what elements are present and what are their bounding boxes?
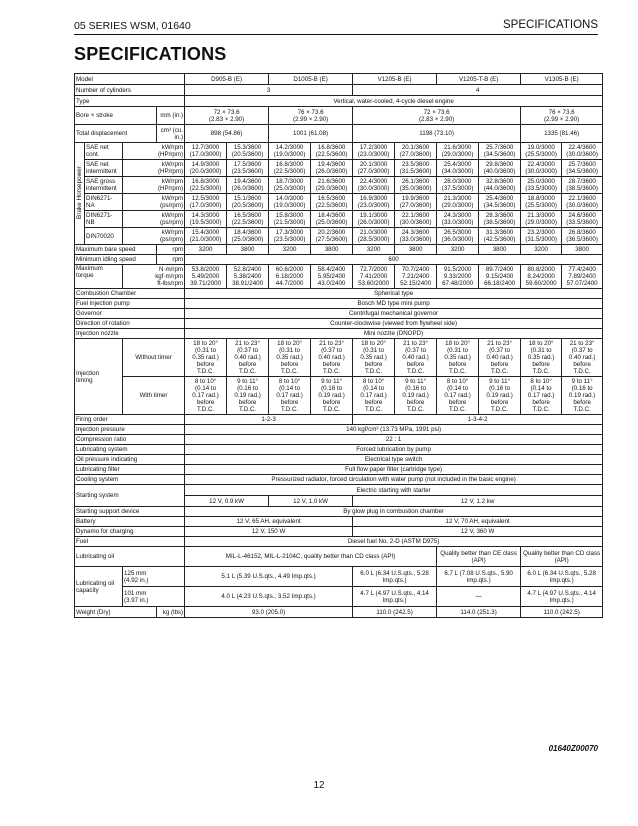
max-speed-value: 3800 <box>479 245 521 255</box>
lube-oil-label: Lubricating oil <box>75 547 185 567</box>
bhp-value: 24.6/3600 (33.5/3600) <box>562 211 603 228</box>
page-header <box>74 20 598 35</box>
bhp-value: 17.5/3600 (23.5/3600) <box>227 160 269 177</box>
dynamo-label: Dynamo for charging <box>75 527 185 537</box>
model-d1005: D1005-B (E) <box>269 74 353 85</box>
bore-d905: 72 × 73.6 (2.83 × 2.90) <box>185 107 269 125</box>
fuel-value: Diesel fuel No. 2-D (ASTM D975) <box>185 537 603 547</box>
bhp-value: 14.0/3000 (19.0/3000) <box>269 194 311 211</box>
capacity-row-1 <box>75 567 603 587</box>
bhp-value: 20.2/3600 (27.5/3600) <box>311 228 353 245</box>
torque-value: 91.5/2000 9.33/2000 67.48/2000 <box>437 265 479 289</box>
max-speed-value: 3200 <box>185 245 227 255</box>
max-speed-value: 3800 <box>311 245 353 255</box>
injection-timing-group <box>75 339 603 415</box>
timing-with-timer-row <box>75 377 603 415</box>
bhp-value: 14.3/3000 (19.5/3000) <box>185 211 227 228</box>
timing-value: 18 to 20° (0.31 to 0.35 rad.) before T.D.C. <box>269 339 311 377</box>
timing-value: 21 to 23° (0.37 to 0.40 rad.) before T.D.C. <box>311 339 353 377</box>
cooling-row <box>75 475 603 485</box>
lub-filter-value: Full flow paper filter (cartridge type) <box>185 465 603 475</box>
governor-row <box>75 309 603 319</box>
timing-value: 8 to 10° (0.14 to 0.17 rad.) before T.D.C. <box>353 377 395 415</box>
bhp-value: 22.4/3000 (30.0/3000) <box>521 160 562 177</box>
max-speed-value: 3800 <box>395 245 437 255</box>
bhp-unit: kW/rpm (HP/rpm) <box>123 177 185 194</box>
starting-row <box>75 485 603 496</box>
rotation-row <box>75 319 603 329</box>
bhp-value: 18.4/3600 (25.0/3600) <box>227 228 269 245</box>
cylinders-3: 3 <box>185 85 353 96</box>
torque-value: 89.7/2400 9.15/2400 66.18/2400 <box>479 265 521 289</box>
lube-oil-row <box>75 547 603 567</box>
displacement-d1005: 1001 (61.08) <box>269 125 353 143</box>
start-aid-value: By glow plug in combustion chamber <box>185 507 603 517</box>
bore-v1305: 76 × 73.6 (2.99 × 2.90) <box>521 107 603 125</box>
fuel-label: Fuel <box>75 537 185 547</box>
weight-unit: kg (lbs) <box>157 607 185 618</box>
timing-value: 9 to 11° (0.16 to 0.19 rad.) before T.D.C. <box>395 377 437 415</box>
bhp-value: 12.7/3000 (17.0/3000) <box>185 143 227 160</box>
capacity-row-2 <box>75 587 603 607</box>
type-row <box>75 96 603 107</box>
lub-filter-row <box>75 465 603 475</box>
figure-code: 01640Z00070 <box>548 744 598 753</box>
bhp-row <box>75 194 603 211</box>
weight-row <box>75 607 603 618</box>
displacement-v1305: 1335 (81.46) <box>521 125 603 143</box>
timing-value: 8 to 10° (0.14 to 0.17 rad.) before T.D.C. <box>269 377 311 415</box>
bhp-value: 21.6/3600 (29.0/3600) <box>311 177 353 194</box>
bhp-value: 17.2/3000 (23.0/3000) <box>353 143 395 160</box>
model-v1205: V1205-B (E) <box>353 74 437 85</box>
lub-system-row <box>75 445 603 455</box>
cylinders-label: Number of cylinders <box>75 85 185 96</box>
cylinders-4: 4 <box>353 85 603 96</box>
bhp-standard: DIN70020 <box>85 228 123 245</box>
bhp-row <box>75 160 603 177</box>
capacity-pan-101: 101 mm (3.97 in.) <box>123 587 185 607</box>
capacity-value: — <box>437 587 521 607</box>
timing-value: 9 to 11° (0.16 to 0.19 rad.) before T.D.C. <box>562 377 603 415</box>
torque-units: N·m/rpm kgf·m/rpm ft-lbs/rpm <box>123 265 185 289</box>
firing-row <box>75 415 603 425</box>
brake-horsepower-group <box>75 143 603 245</box>
timing-value: 21 to 23° (0.37 to 0.40 rad.) before T.D.C. <box>395 339 437 377</box>
max-speed-value: 3200 <box>353 245 395 255</box>
bhp-unit: kW/rpm (HP/rpm) <box>123 160 185 177</box>
bhp-value: 19.0/3000 (25.5/3000) <box>521 143 562 160</box>
displacement-row <box>75 125 603 143</box>
timing-value: 21 to 23° (0.37 to 0.40 rad.) before T.D.C. <box>562 339 603 377</box>
bhp-value: 24.3/3600 (33.0/3600) <box>395 228 437 245</box>
series-label: 05 SERIES WSM, 01640 <box>74 20 191 32</box>
timing-value: 18 to 20° (0.31 to 0.35 rad.) before T.D.C. <box>437 339 479 377</box>
weight-3cyl: 93.0 (205.0) <box>185 607 353 618</box>
timer-condition: With timer <box>123 377 185 415</box>
page-title: SPECIFICATIONS <box>74 44 227 64</box>
torque-label: Maximum torque <box>75 265 123 289</box>
torque-value: 72.7/2000 7.41/2000 53.60/2000 <box>353 265 395 289</box>
lube-oil-cd: Quality better than CD class (API) <box>521 547 603 567</box>
bhp-row <box>75 177 603 194</box>
battery-row <box>75 517 603 527</box>
bhp-value: 19.1/3000 (26.0/3000) <box>353 211 395 228</box>
bhp-value: 26.5/3000 (36.0/3000) <box>437 228 479 245</box>
lub-filter-label: Lubricating filter <box>75 465 185 475</box>
timing-value: 8 to 10° (0.14 to 0.17 rad.) before T.D.C. <box>521 377 562 415</box>
bhp-value: 26.8/3600 (36.5/3600) <box>562 228 603 245</box>
bore-v1205: 72 × 73.6 (2.83 × 2.90) <box>353 107 521 125</box>
torque-value: 80.8/2000 8.24/2000 59.60/2000 <box>521 265 562 289</box>
starting-label: Starting system <box>75 485 185 507</box>
compression-row <box>75 435 603 445</box>
timing-label: Injection timing <box>75 339 123 415</box>
bhp-value: 20.1/3000 (27.0/3000) <box>353 160 395 177</box>
bhp-value: 29.8/3600 (40.0/3600) <box>479 160 521 177</box>
oil-pressure-label: Oil pressure indicating <box>75 455 185 465</box>
fuel-pump-row <box>75 299 603 309</box>
bhp-value: 22.4/3000 (30.0/3000) <box>353 177 395 194</box>
cooling-label: Cooling system <box>75 475 185 485</box>
model-v1305: V1305-B (E) <box>521 74 603 85</box>
timing-without-timer-row <box>75 339 603 377</box>
capacity-pan-125: 125 mm (4.92 in.) <box>123 567 185 587</box>
start-aid-row <box>75 507 603 517</box>
max-speed-value: 3800 <box>562 245 603 255</box>
bhp-value: 28.7/3600 (38.5/3600) <box>562 177 603 194</box>
lube-oil-spec: MIL-L-46152, MIL-L-2104C, quality better than CD class (API) <box>185 547 437 567</box>
bhp-value: 16.9/3000 (23.0/3000) <box>353 194 395 211</box>
bhp-value: 26.1/3600 (35.0/3600) <box>395 177 437 194</box>
timer-condition: Without timer <box>123 339 185 377</box>
bore-row <box>75 107 603 125</box>
displacement-label: Total displacement <box>75 125 157 143</box>
bhp-value: 15.1/3600 (20.5/3600) <box>227 194 269 211</box>
specifications-table <box>74 73 603 618</box>
dynamo-4cyl: 12 V, 360 W <box>353 527 603 537</box>
bore-unit: mm (in.) <box>157 107 185 125</box>
capacity-value: 6.7 L (7.08 U.S.qts., 5.90 Imp.qts.) <box>437 567 521 587</box>
starting-value: Electric starting with starter <box>185 485 603 496</box>
bhp-unit: kW/rpm (ps/rpm) <box>123 228 185 245</box>
bhp-row <box>75 228 603 245</box>
timing-value: 9 to 11° (0.16 to 0.19 rad.) before T.D.C. <box>227 377 269 415</box>
governor-label: Governor <box>75 309 185 319</box>
nozzle-row <box>75 329 603 339</box>
displacement-v1205: 1198 (73.10) <box>353 125 521 143</box>
weight-v1205: 110.0 (242.5) <box>353 607 437 618</box>
fuel-row <box>75 537 603 547</box>
weight-label: Weight (Dry) <box>75 607 157 618</box>
bhp-value: 24.3/3000 (33.0/3000) <box>437 211 479 228</box>
firing-4cyl: 1-3-4-2 <box>353 415 603 425</box>
bhp-value: 25.0/3000 (33.5/3000) <box>521 177 562 194</box>
bhp-value: 15.3/3600 (20.5/3600) <box>227 143 269 160</box>
bhp-value: 23.5/3600 (31.5/3600) <box>395 160 437 177</box>
torque-value: 58.4/2400 5.95/2400 43.0/2400 <box>311 265 353 289</box>
bhp-value: 14.2/3000 (19.0/3000) <box>269 143 311 160</box>
starter-d1005: 12 V, 1.0 kW <box>269 496 353 507</box>
torque-value: 77.4/2400 7.89/2400 57.07/2400 <box>562 265 603 289</box>
model-label: Model <box>75 74 185 85</box>
bhp-value: 17.3/3000 (23.5/3000) <box>269 228 311 245</box>
timing-value: 8 to 10° (0.14 to 0.17 rad.) before T.D.C. <box>185 377 227 415</box>
idle-speed-label: Minimum idling speed <box>75 255 157 265</box>
timing-value: 21 to 23° (0.37 to 0.40 rad.) before T.D.C. <box>227 339 269 377</box>
bhp-value: 25.4/3600 (34.5/3600) <box>479 194 521 211</box>
bhp-value: 28.3/3600 (38.5/3600) <box>479 211 521 228</box>
torque-value: 70.7/2400 7.21/2400 52.15/2400 <box>395 265 437 289</box>
bhp-value: 16.5/3600 (22.5/3600) <box>227 211 269 228</box>
timing-value: 9 to 11° (0.16 to 0.19 rad.) before T.D.C. <box>311 377 353 415</box>
battery-3cyl: 12 V, 65 AH, equivalent <box>185 517 353 527</box>
injection-pressure-value: 140 kgf/cm² (13.73 MPa, 1991 psi) <box>185 425 603 435</box>
timing-value: 18 to 20° (0.31 to 0.35 rad.) before T.D.C. <box>185 339 227 377</box>
bhp-value: 14.9/3000 (20.0/3000) <box>185 160 227 177</box>
bore-label: Bore × stroke <box>75 107 157 125</box>
lub-system-value: Forced lubrication by pump <box>185 445 603 455</box>
bhp-unit: kW/rpm (HP/rpm) <box>123 143 185 160</box>
lub-system-label: Lubricating system <box>75 445 185 455</box>
bhp-value: 22.4/3600 (30.0/3600) <box>562 143 603 160</box>
firing-3cyl: 1-2-3 <box>185 415 353 425</box>
idle-speed-value: 600 <box>185 255 603 265</box>
bhp-value: 20.1/3600 (27.0/3600) <box>395 143 437 160</box>
battery-label: Battery <box>75 517 185 527</box>
dynamo-row <box>75 527 603 537</box>
max-speed-unit: rpm <box>157 245 185 255</box>
bhp-value: 19.4/3600 (26.0/3600) <box>311 160 353 177</box>
combustion-row <box>75 289 603 299</box>
timing-value: 18 to 20° (0.31 to 0.35 rad.) before T.D.C. <box>521 339 562 377</box>
page-number: 12 <box>313 780 325 791</box>
max-speed-value: 3200 <box>269 245 311 255</box>
injection-pressure-label: Injection pressure <box>75 425 185 435</box>
oil-pressure-row <box>75 455 603 465</box>
oil-pressure-value: Electrical type switch <box>185 455 603 465</box>
bhp-unit: kW/rpm (ps/rpm) <box>123 211 185 228</box>
governor-value: Centrifugal mechanical governor <box>185 309 603 319</box>
cylinders-row <box>75 85 603 96</box>
idle-speed-row <box>75 255 603 265</box>
timing-value: 8 to 10° (0.14 to 0.17 rad.) before T.D.C. <box>437 377 479 415</box>
lube-oil-ce: Quality better than CE class (API) <box>437 547 521 567</box>
bhp-value: 32.8/3600 (44.0/3600) <box>479 177 521 194</box>
bhp-value: 21.3/3000 (29.0/3000) <box>437 194 479 211</box>
displacement-unit: cm³ (cu. in.) <box>157 125 185 143</box>
max-speed-row <box>75 245 603 255</box>
compression-label: Compression ratio <box>75 435 185 445</box>
bhp-value: 21.0/3000 (28.5/3000) <box>353 228 395 245</box>
firing-label: Firing order <box>75 415 185 425</box>
capacity-value: 5.1 L (5.39 U.S.qts., 4.49 Imp.qts.) <box>185 567 353 587</box>
idle-speed-unit: rpm <box>157 255 185 265</box>
bore-d1005: 76 × 73.6 (2.99 × 2.90) <box>269 107 353 125</box>
bhp-standard: SAE net intermittent <box>85 160 123 177</box>
weight-v1305: 110.0 (242.5) <box>521 607 603 618</box>
bhp-value: 18.4/3600 (25.0/3600) <box>311 211 353 228</box>
bhp-value: 15.4/3000 (21.0/3000) <box>185 228 227 245</box>
section-label: SPECIFICATIONS <box>503 19 598 31</box>
compression-value: 22 : 1 <box>185 435 603 445</box>
bhp-standard: DIN6271-NB <box>85 211 123 228</box>
bhp-value: 19.9/3600 (27.0/3600) <box>395 194 437 211</box>
bhp-value: 22.1/3600 (30.0/3600) <box>395 211 437 228</box>
weight-v1205t: 114.0 (251.3) <box>437 607 521 618</box>
bhp-value: 22.1/3600 (30.0/3600) <box>562 194 603 211</box>
bhp-value: 18.8/3000 (25.5/3000) <box>521 194 562 211</box>
bhp-value: 25.4/3000 (34.0/3000) <box>437 160 479 177</box>
nozzle-value: Mini nozzle (DNOPD) <box>185 329 603 339</box>
bhp-value: 16.8/3000 (22.5/3000) <box>185 177 227 194</box>
nozzle-label: Injection nozzle <box>75 329 185 339</box>
bhp-value: 23.2/3000 (31.5/3000) <box>521 228 562 245</box>
cooling-value: Pressurized radiator, forced circulation with water pump (not included in the basic engine) <box>185 475 603 485</box>
fuel-pump-value: Bosch MD type mini pump <box>185 299 603 309</box>
rotation-value: Counter-clockwise (viewed from flywheel side) <box>185 319 603 329</box>
timing-value: 21 to 23° (0.37 to 0.40 rad.) before T.D.C. <box>479 339 521 377</box>
bhp-value: 25.7/3600 (34.5/3600) <box>562 160 603 177</box>
type-label: Type <box>75 96 185 107</box>
bhp-standard: SAE gross intermittent <box>85 177 123 194</box>
dynamo-3cyl: 12 V, 150 W <box>185 527 353 537</box>
timing-value: 18 to 20° (0.31 to 0.35 rad.) before T.D.C. <box>353 339 395 377</box>
torque-value: 60.6/2000 6.18/2000 44.7/2000 <box>269 265 311 289</box>
capacity-value: 6.0 L (6.34 U.S.qts., 5.28 Imp.qts.) <box>353 567 437 587</box>
torque-value: 53.8/2000 5.49/2000 39.71/2000 <box>185 265 227 289</box>
displacement-d905: 898 (54.86) <box>185 125 269 143</box>
capacity-value: 4.0 L (4.23 U.S.qts., 3.52 Imp.qts.) <box>185 587 353 607</box>
bhp-value: 19.4/3600 (26.0/3600) <box>227 177 269 194</box>
max-speed-value: 3200 <box>521 245 562 255</box>
fuel-pump-label: Fuel injection pump <box>75 299 185 309</box>
model-row <box>75 74 603 85</box>
model-v1205t: V1205-T-B (E) <box>437 74 521 85</box>
type-value: Vertical, water-cooled, 4-cycle diesel engine <box>185 96 603 107</box>
starter-4cyl: 12 V, 1.2 kw <box>353 496 603 507</box>
rotation-label: Direction of rotation <box>75 319 185 329</box>
starter-d905: 12 V, 0.9 kW <box>185 496 269 507</box>
max-speed-label: Maximum bare speed <box>75 245 157 255</box>
bhp-value: 21.6/3000 (29.0/3000) <box>437 143 479 160</box>
battery-4cyl: 12 V, 70 AH, equivalent <box>353 517 603 527</box>
bhp-value: 16.8/3000 (22.5/3000) <box>269 160 311 177</box>
bhp-row <box>75 211 603 228</box>
bhp-value: 21.3/3000 (29.0/3000) <box>521 211 562 228</box>
model-d905: D905-B (E) <box>185 74 269 85</box>
max-speed-value: 3200 <box>437 245 479 255</box>
bhp-standard: SAE net cont. <box>85 143 123 160</box>
combustion-value: Spherical type <box>185 289 603 299</box>
bhp-value: 12.5/3000 (17.0/3000) <box>185 194 227 211</box>
injection-pressure-row <box>75 425 603 435</box>
bhp-value: 16.8/3600 (22.5/3600) <box>311 143 353 160</box>
bhp-value: 15.8/3000 (21.5/3000) <box>269 211 311 228</box>
combustion-label: Combustion Chamber <box>75 289 185 299</box>
bhp-value: 25.7/3600 (34.5/3600) <box>479 143 521 160</box>
bhp-row <box>75 143 603 160</box>
bhp-value: 16.5/3600 (22.5/3600) <box>311 194 353 211</box>
max-speed-value: 3800 <box>227 245 269 255</box>
timing-value: 9 to 11° (0.16 to 0.19 rad.) before T.D.C. <box>479 377 521 415</box>
bhp-group-label: Brake Horsepower <box>75 143 85 245</box>
capacity-value: 6.0 L (6.34 U.S.qts., 5.28 Imp.qts.) <box>521 567 603 587</box>
capacity-value: 4.7 L (4.97 U.S.qts., 4.14 Imp.qts.) <box>521 587 603 607</box>
torque-value: 52.8/2400 5.38/2400 38.91/2400 <box>227 265 269 289</box>
capacity-value: 4.7 L (4.97 U.S.qts., 4.14 Imp.qts.) <box>353 587 437 607</box>
torque-row <box>75 265 603 289</box>
bhp-standard: DIN6271-NA <box>85 194 123 211</box>
bhp-unit: kW/rpm (ps/rpm) <box>123 194 185 211</box>
bhp-value: 28.0/3000 (37.5/3000) <box>437 177 479 194</box>
bhp-value: 18.7/3000 (25.0/3000) <box>269 177 311 194</box>
bhp-value: 31.3/3600 (42.5/3600) <box>479 228 521 245</box>
start-aid-label: Starting support device <box>75 507 185 517</box>
capacity-label: Lubricating oil capacity <box>75 567 123 607</box>
